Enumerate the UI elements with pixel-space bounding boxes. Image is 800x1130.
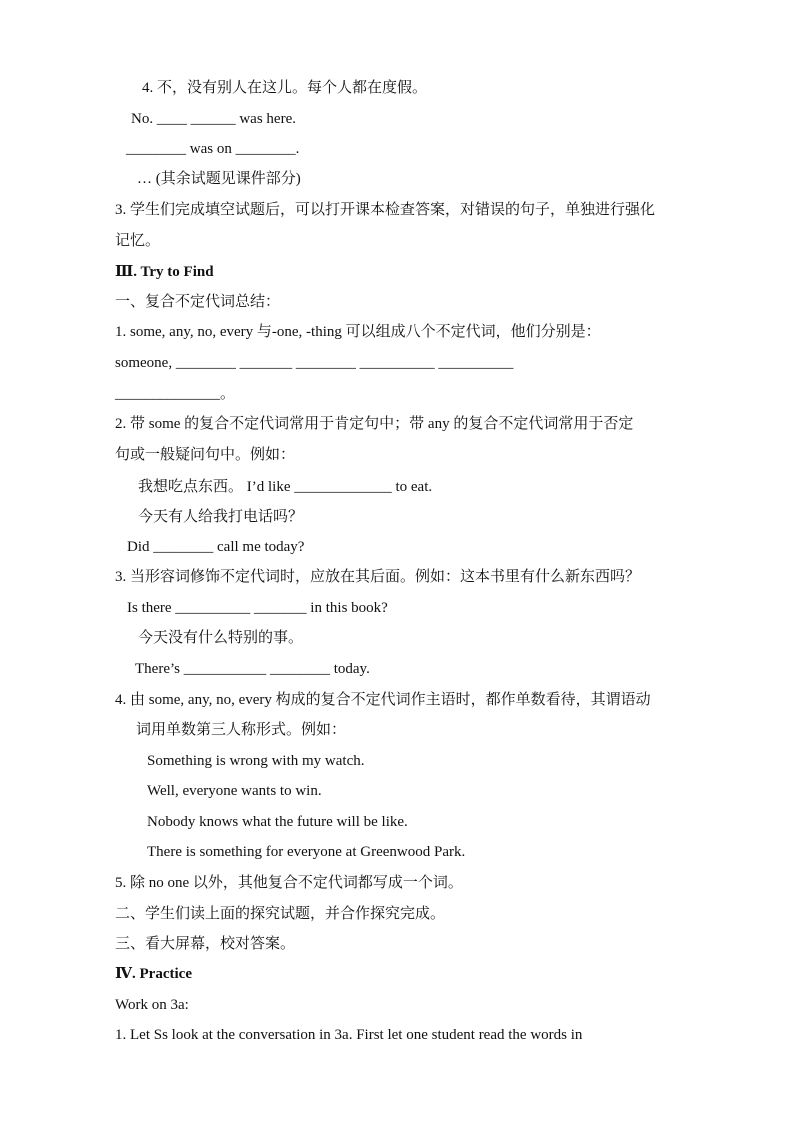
exercise-4-line-2: ________ was on ________. <box>126 141 300 157</box>
rule-3-example-2-english: There’s ___________ ________ today. <box>135 661 370 677</box>
step-2-instruction: 二、学生们读上面的探究试题，并合作探究完成。 <box>115 906 446 922</box>
rule-1-blanks: someone, ________ _______ ________ __________ __________ <box>115 355 514 371</box>
rule-4-line-2: 词用单数第三人称形式。例如： <box>136 722 347 738</box>
rule-2-line-1: 2. 带 some 的复合不定代词常用于肯定句中；带 any 的复合不定代词常用于否定 <box>115 416 634 432</box>
rule-1-line-1: 1. some, any, no, every 与-one, -thing 可以组成八个不定代词，他们分别是： <box>115 324 601 340</box>
rule-4-example-1: Something is wrong with my watch. <box>147 753 365 769</box>
rule-3-line-1: 3. 当形容词修饰不定代词时，应放在其后面。例如：这本书里有什么新东西吗？ <box>115 569 641 585</box>
exercise-4-line-1: No. ____ ______ was here. <box>131 111 296 127</box>
rule-4-example-2: Well, everyone wants to win. <box>147 783 322 799</box>
rule-3-example-1: Is there __________ _______ in this book? <box>127 600 388 616</box>
remaining-exercises-note: … (其余试题见课件部分) <box>137 171 301 187</box>
rule-4-example-3: Nobody knows what the future will be like. <box>147 814 408 830</box>
rule-4-example-4: There is something for everyone at Greenwood Park. <box>147 844 466 860</box>
step-3-paragraph-line-2: 记忆。 <box>115 233 161 249</box>
rule-2-example-2-chinese: 今天有人给我打电话吗？ <box>138 509 304 525</box>
rule-5: 5. 除 no one 以外，其他复合不定代词都写成一个词。 <box>115 875 463 891</box>
rule-2-example-2-english: Did ________ call me today? <box>127 539 305 555</box>
rule-4-line-1: 4. 由 some, any, no, every 构成的复合不定代词作主语时，都作单数看待，其谓语动 <box>115 692 651 708</box>
rule-1-blanks-continued: ______________。 <box>115 386 236 402</box>
section-iii-heading: Ⅲ. Try to Find <box>115 264 214 280</box>
step-3-instruction: 三、看大屏幕，校对答案。 <box>115 936 296 952</box>
rule-3-example-2-chinese: 今天没有什么特别的事。 <box>138 630 304 646</box>
exercise-4-prompt: 4. 不，没有别人在这儿。每个人都在度假。 <box>142 80 428 96</box>
summary-subheading: 一、复合不定代词总结： <box>115 294 281 310</box>
rule-2-line-2: 句或一般疑问句中。例如： <box>115 447 296 463</box>
practice-step-1-line-1: 1. Let Ss look at the conversation in 3a. First let one student read the words in <box>115 1027 583 1043</box>
work-on-3a-label: Work on 3a: <box>115 997 189 1013</box>
section-iv-heading: Ⅳ. Practice <box>115 966 192 982</box>
step-3-paragraph-line-1: 3. 学生们完成填空试题后，可以打开课本检查答案，对错误的句子，单独进行强化 <box>115 202 656 218</box>
rule-2-example-1: 我想吃点东西。 I’d like _____________ to eat. <box>138 479 433 495</box>
